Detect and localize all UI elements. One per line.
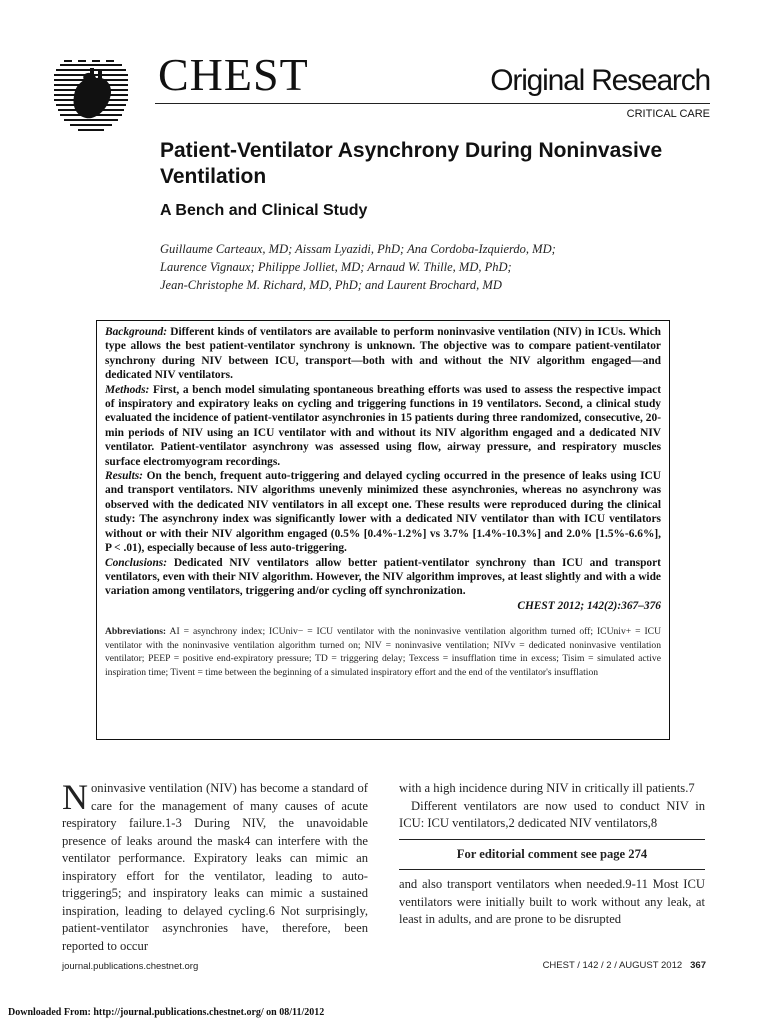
abstract-background	[105, 325, 661, 383]
abstract-results	[105, 469, 661, 555]
header-divider	[155, 103, 710, 104]
abstract-box	[96, 320, 670, 740]
abstract-methods	[105, 383, 661, 469]
abbreviations-text: AI = asynchrony index; ICUniv− = ICU ventilator with the noninvasive ventilation algorithm turned off; ICUniv+ = ICU ventilator with the noninvasive ventilation algorithm turned on; NIV = noninvasive ventilation; NIVv = dedicated noninvasive ventilation ventilator; PEEP = positive end-expiratory pressure; TD = triggering delay; Texcess = insufflation time in excess; Tisim = simulated active inspiration time; Tivent = time between the beginning of a simulated inspiratory effort and the end of the ventilator's insufflation	[105, 626, 661, 678]
editorial-comment-link[interactable]: For editorial comment see page 274	[399, 839, 705, 871]
footer-issue-text: CHEST / 142 / 2 / AUGUST 2012	[542, 960, 683, 971]
body-paragraph: Different ventilators are now used to conduct NIV in ICU: ICU ventilators,2 dedicated NIV ventilators,8	[399, 798, 705, 830]
abstract-conclusions	[105, 556, 661, 599]
drop-cap: N	[62, 777, 88, 817]
download-notice: Downloaded From: http://journal.publications.chestnet.org/ on 08/11/2012	[8, 1007, 325, 1018]
body-paragraph: with a high incidence during NIV in critically ill patients.7	[399, 781, 695, 795]
abstract-text: First, a bench model simulating spontaneous breathing efforts was used to assess the respective impact of inspiratory and expiratory leaks on cycling and triggering functions in 19 ventilators. Second, a clinical study evaluated the incidence of patient-ventilator asynchronies in 15 patients during three randomized, consecutive, 20-min periods of NIV using an ICU ventilator with and without its NIV algorithm engaged and a dedicated NIV ventilator. Patient-ventilator asynchrony was assessed using flow, airway pressure, and respiratory muscles surface electromyogram recordings.	[105, 383, 661, 468]
page-number: 367	[690, 960, 706, 971]
body-column-right	[399, 780, 705, 929]
body-paragraph: and also transport ventilators when needed.9-11 Most ICU ventilators were initially built to work without any leak, at least in adults, and are prone to be disrupted	[399, 877, 705, 926]
subsection-label: CRITICAL CARE	[626, 108, 710, 120]
abstract-label: Conclusions:	[105, 556, 168, 569]
article-title: Patient-Ventilator Asynchrony During Noninvasive Ventilation	[160, 139, 663, 188]
abstract-text: Different kinds of ventilators are available to perform noninvasive ventilation (NIV) in ICUs. Which type allows the best patient-ventilator synchrony is unknown. The objective was to compare patient-ventilator synchrony during NIV between ICU, transport—both with and without the NIV algorithm engaged—and dedicated NIV ventilators.	[105, 326, 661, 382]
chest-heart-logo-icon	[50, 58, 132, 138]
body-column-left	[62, 777, 368, 955]
abstract-text: Dedicated NIV ventilators allow better patient-ventilator synchrony than ICU and transport ventilators, even with their NIV algorithm. However, the NIV algorithm improves, at least slightly and with a wide variation among ventilators, triggering and/or cycling off synchronization.	[105, 556, 661, 598]
article-subtitle: A Bench and Clinical Study	[160, 202, 368, 219]
author-line: Guillaume Carteaux, MD; Aissam Lyazidi, PhD; Ana Cordoba-Izquierdo, MD;	[160, 242, 556, 256]
abstract-label: Background:	[105, 326, 168, 338]
abstract-label: Methods:	[105, 383, 150, 396]
footer-issue	[543, 960, 706, 971]
section-label: Original Research	[490, 64, 710, 97]
author-line: Jean-Christophe M. Richard, MD, PhD; and Laurent Brochard, MD	[160, 278, 502, 292]
journal-name: CHEST	[158, 49, 309, 100]
abstract-text: On the bench, frequent auto-triggering and delayed cycling occurred in the presence of leaks using ICU and transport ventilators. NIV algorithms unevenly minimized these asynchronies, whereas no asynchrony was observed with the dedicated NIV ventilators in all except one. These results were reproduced during the clinical study: The asynchrony index was significantly lower with a dedicated NIV ventilator than with ICU ventilators without or with their NIV algorithm engaged (0.5% [0.4%-1.2%] vs 3.7% [1.4%-10.3%] and 2.0% [1.5%-6.6%], P < .01), especially because of less auto-triggering.	[105, 470, 661, 555]
author-line: Laurence Vignaux; Philippe Jolliet, MD; Arnaud W. Thille, MD, PhD;	[160, 260, 512, 274]
footer-site-link[interactable]: journal.publications.chestnet.org	[62, 961, 199, 972]
abbreviations	[105, 625, 661, 679]
citation: CHEST 2012; 142(2):367–376	[517, 599, 661, 612]
author-list	[160, 240, 700, 294]
abstract-label: Results:	[105, 470, 143, 483]
abbreviations-label: Abbreviations:	[105, 626, 167, 638]
body-paragraph: oninvasive ventilation (NIV) has become a standard of care for the management of many causes of acute respiratory failure.1-3 During NIV, the unavoidable presence of leaks around the mask4 can interfere with the ventilator performance. Expiratory leaks can mimic an inspiratory effort for the ventilator, leading to auto-triggering5; and inspiratory leaks can mimic a sustained inspiration, leading to delayed cycling.6 Not surprisingly, patient-ventilator asynchronies have, therefore, been reported to occur	[62, 781, 368, 953]
